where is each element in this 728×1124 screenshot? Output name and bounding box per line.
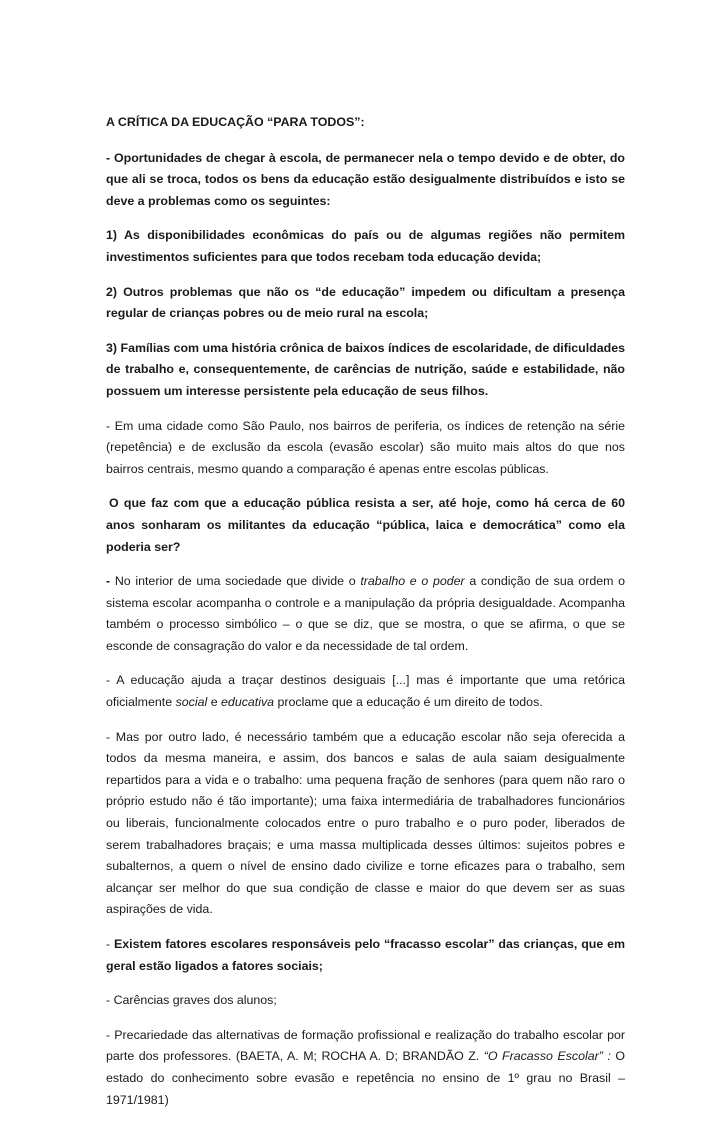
paragraph-item-2: 2) Outros problemas que não os “de educação” impedem ou dificultam a presença regular de crianças pobres ou de meio rural na escola; <box>106 284 625 321</box>
dash-marker: - <box>106 937 114 951</box>
text-segment: - A educação ajuda a traçar destinos desiguais [...] mas é importante que uma retórica oficialmente <box>106 673 625 710</box>
text-segment: - Precariedade das alternativas de formação profissional e realização do trabalho escolar por parte dos professores. (BAETA, A. M; ROCHA A. D; BRANDÃO Z. <box>106 1027 625 1064</box>
paragraph-item-1: 1) As disponibilidades econômicas do país ou de algumas regiões não permitem investimentos suficientes para que todos recebam toda educação devida; <box>106 228 625 264</box>
paragraph-other-side: - Mas por outro lado, é necessário também que a educação escolar não seja oferecida a todos da mesma maneira, e assim, dos bancos e salas de aula saiam desigualmente repartidos para a vida e o trabalho: uma pequena fração de senhores (para quem não raro o próprio estudo não é tão importante); uma faixa intermediária de trabalhadores funcionários ou liberais, funcionalmente colocados entre o puro trabalho e o puro poder, liberados de serem trabalhadores braçais; e uma massa multiplicada desses últimos: sujeitos pobres e subalternos, a quem o nível de ensino dado civilize e torne eficazes para o trabalho, sem alcançar ser melhor do que sua condição de classe e maior do que devem ser as suas aspirações de vida. <box>106 729 625 917</box>
emphasis-text: social <box>175 695 208 710</box>
paragraph-shortages: - Carências graves dos alunos; <box>106 993 277 1008</box>
emphasis-text: educativa <box>221 695 275 710</box>
paragraph-question: O que faz com que a educação pública resista a ser, até hoje, como há cerca de 60 anos sonharam os militantes da educação “pública, laica e democrática” como ela poderia ser? <box>106 496 625 554</box>
citation-title: “O Fracasso Escolar” : <box>483 1049 611 1064</box>
text-segment: No interior de uma sociedade que divide o <box>110 574 361 589</box>
bold-text: Existem fatores escolares responsáveis pelo “fracasso escolar” das crianças, que em geral estão ligados a fatores sociais; <box>106 937 625 973</box>
dash-marker: - <box>106 574 111 589</box>
paragraph-precariousness <box>106 1025 625 1111</box>
paragraph-item-3: 3) Famílias com uma história crônica de baixos índices de escolaridade, de dificuldades de trabalho e, consequentemente, de carências de nutrição, saúde e estabilidade, não possuem um interesse persistente pela educação de seus filhos. <box>106 340 625 398</box>
paragraph-society <box>106 571 625 657</box>
paragraph-opportunities: - Oportunidades de chegar à escola, de permanecer nela o tempo devido e de obter, do que ali se troca, todos os bens da educação estão desigualmente distribuídos e isto se deve a problemas como os seguintes: <box>106 150 625 208</box>
text-segment: O estado do conhecimento sobre evasão e repetência no ensino de 1º grau no Brasil – 1971/1981) <box>106 1049 625 1107</box>
emphasis-text: trabalho e o poder <box>360 574 465 589</box>
section-title: A CRÍTICA DA EDUCAÇÃO “PARA TODOS”: <box>106 115 365 129</box>
paragraph-sao-paulo: - Em uma cidade como São Paulo, nos bairros de periferia, os índices de retenção na série (repetência) e de exclusão da escola (evasão escolar) são muito mais altos do que nos bairros centrais, mesmo quando a comparação é apenas entre escolas públicas. <box>106 418 625 476</box>
paragraph-school-factors <box>106 934 625 977</box>
paragraph-destinies <box>106 670 625 713</box>
document-page <box>106 112 625 1124</box>
text-segment: e <box>207 695 222 710</box>
text-segment: proclame que a educação é um direito de todos. <box>274 695 543 710</box>
text-segment: a condição de sua ordem o sistema escolar acompanha o controle e a manipulação da própria desigualdade. Acompanha também o processo simbólico – o que se diz, que se mostra, o que se afirma, o que se esconde de consagração do valor e da necessidade de tal ordem. <box>106 574 626 653</box>
